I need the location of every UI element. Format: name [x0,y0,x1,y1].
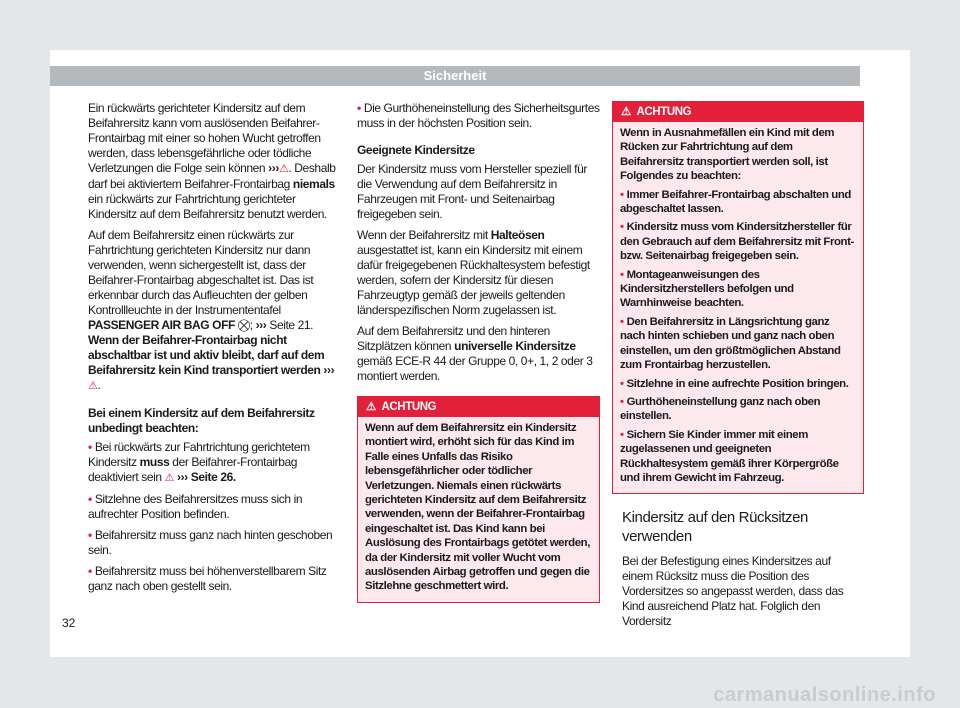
warning-bullet [620,428,856,486]
bold-text: muss [139,455,170,469]
right-column [612,101,864,629]
bullet-icon: • [620,188,624,201]
text: Beifahrersitz muss bei höhenverstellbarem Sitz ganz nach oben gestellt sein. [88,564,327,593]
bullet-icon: • [88,492,92,506]
text: Auf dem Beifahrersitz einen rückwärts zur Fahrtrichtung gerichteten Kindersitz nur dann verwenden, wenn sichergestellt ist, dass der Beifahrer-Frontairbag abgeschaltet ist. Das ist erkennbar durch das Aufleuchten der gelben Kontrollleuchte in der Instrumententafel [88,228,314,317]
section-heading: Geeignete Kindersitze [357,143,475,157]
text: ein rückwärts zur Fahrtrichtung gerichteter Kindersitz auf dem Beifahrersitz benutzt werden. [88,192,327,221]
warning-header [358,397,599,417]
text: Auf dem Beifahrersitz und den hinteren Sitzplätzen können [357,324,550,353]
bullet-item [88,528,346,558]
paragraph [357,162,600,222]
bullet-icon: • [88,564,92,578]
warning-icon: ⚠ [621,106,637,118]
warning-bullet [620,188,856,217]
text: Wenn auf dem Beifahrersitz ein Kindersitz montiert wird, erhöht sich für das Kind im Falle eines Unfalls das Risiko lebensgefährlicher oder tödlicher Verletzungen. Niemals einen rückwärts gerichteten Kindersitz auf dem Beifahrersitz verwenden, wenn der Beifahrer-Frontairbag eingeschaltet ist. Das Kind kann bei Auslösung des Frontairbags getötet werden, da der Kindersitz mit voller Wucht vom auslösenden Airbag getroffen und gegen die Sitzlehne geschmettert wird. [365,422,590,593]
warning-bullet [620,377,856,391]
warning-text [365,421,592,594]
text: Beifahrersitz muss ganz nach hinten geschoben sein. [88,528,333,557]
subheading: Bei einem Kindersitz auf dem Beifahrersitz unbedingt beachten: [88,406,315,435]
bullet-icon: • [620,377,624,390]
warning-title: ACHTUNG [381,401,437,413]
bullet-item [357,101,600,131]
paragraph [357,228,600,318]
warning-icon: ⚠ [164,472,175,484]
warning-body [613,122,863,493]
bold-text: PASSENGER AIR BAG OFF [88,318,235,332]
cross-reference-icon: ››› [176,470,188,484]
text: Bei rückwärts zur Fahrtrichtung gerichtetem Kindersitz [88,440,310,469]
middle-column [357,101,600,603]
cross-reference-icon: ››› [268,161,279,175]
bullet-icon: • [620,268,624,281]
cross-reference-icon: ››› [323,363,335,377]
warning-title: ACHTUNG [636,106,692,118]
paragraph [357,324,600,384]
text: Montageanweisungen des Kindersitzherstellers befolgen und Warnhinweise beachten. [620,268,794,310]
text: Den Beifahrersitz in Längsrichtung ganz nach hinten schieben und ganz nach oben einstellen, um den größtmöglichen Abstand zum Frontairbag herzustellen. [620,315,841,372]
warning-bullet [620,220,856,263]
text: Kindersitz muss vom Kindersitzhersteller für den Gebrauch auf dem Beifahrersitz mit Front- bzw. Seitenairbag freigegeben sein. [620,221,854,263]
bullet-item [88,564,346,594]
left-column [88,101,346,600]
paragraph [612,554,864,629]
text: Wenn der Beifahrersitz mit [357,228,491,242]
warning-header [613,102,863,122]
text: der Beifahrer-Frontairbag deaktiviert sein [88,455,298,484]
bullet-icon: • [88,440,92,454]
bold-text: Halteösen [490,228,545,242]
text: Ein rückwärts gerichteter Kindersitz auf dem Beifahrersitz kann vom auslösenden Beifahrer-Frontairbag mit einer so hohen Wucht getroffen werden, dass lebensgefährliche oder tödliche Verletzungen die Folge sein können [88,101,321,175]
section-header: Sicherheit [50,66,860,86]
text: ausgestattet ist, kann ein Kindersitz mit einem dafür freigegebenen Rückhaltesystem befestigt werden, sofern der Kindersitz für diesen Fahrzeugtyp gemäß der jeweils geltenden länderspezifischen Norm zugelassen ist. [357,243,590,317]
page-number: 32 [62,616,76,630]
bullet-icon: • [620,221,624,234]
paragraph [88,101,346,222]
warning-box [612,101,864,494]
bullet-item [88,440,346,486]
warning-icon: ⚠ [366,401,382,413]
bullet-icon: • [357,101,361,115]
text: Immer Beifahrer-Frontairbag abschalten und abgeschaltet lassen. [620,188,851,216]
text: Der Kindersitz muss vom Hersteller speziell für die Verwendung auf dem Beifahrersitz in Fahrzeugen mit Front- und Seitenairbag freigegeben sein. [357,162,587,221]
bold-text: universelle Kindersitze [454,339,576,353]
warning-intro [620,126,856,184]
bullet-icon: • [620,395,624,408]
bullet-item [88,492,346,522]
bold-text: niemals [292,177,335,191]
text: Wenn in Ausnahmefällen ein Kind mit dem Rücken zur Fahrtrichtung auf dem Beifahrersitz transportiert werden soll, ist Folgendes zu beachten: [620,127,835,183]
text: Sitzlehne des Beifahrersitzes muss sich in aufrechter Position befinden. [88,492,303,521]
text: Die Gurthöheneinstellung des Sicherheitsgurtes muss in der höchsten Position sein. [357,101,600,130]
text: Gurthöheneinstellung ganz nach oben einstellen. [620,395,821,423]
text: ⛒; [234,318,256,332]
cross-reference-icon: ››› [255,318,267,332]
bold-text: Seite 26. [187,470,236,484]
text: gemäß ECE-R 44 der Gruppe 0, 0+, 1, 2 oder 3 montiert werden. [357,354,593,383]
bold-text: Wenn der Beifahrer-Frontairbag nicht abschaltbar ist und aktiv bleibt, darf auf dem Beifahrersitz kein Kind transportiert werden [88,333,325,377]
paragraph [88,228,346,394]
watermark: carmanualsonline.info [713,684,936,706]
text: Seite 21. [266,318,314,332]
warning-bullet [620,315,856,373]
warning-box [357,396,600,603]
warning-icon: ⚠ [88,380,98,392]
warning-bullet [620,395,856,424]
text: . Deshalb darf bei aktiviertem Beifahrer-Frontairbag [88,161,336,191]
bullet-icon: • [620,428,624,441]
text: Sichern Sie Kinder immer mit einem zugelassenen und geeigneten Rückhaltesystem gemäß ihrer Körpergröße und ihrem Gewicht im Fahrzeug. [620,428,839,484]
warning-bullet [620,268,856,311]
text: . [97,378,101,392]
section-heading: Kindersitz auf den Rücksitzen verwenden [622,509,809,546]
text: Sitzlehne in eine aufrechte Position bringen. [626,377,849,390]
warning-icon: ⚠ [278,163,289,175]
bullet-icon: • [620,315,624,328]
text: Bei der Befestigung eines Kindersitzes auf einem Rücksitz muss die Position des Vordersitzes so angepasst werden, dass das Kind ausreichend Platz hat. Folglich den Vordersitz [622,554,844,629]
bullet-icon: • [88,528,92,542]
warning-body [358,417,599,602]
